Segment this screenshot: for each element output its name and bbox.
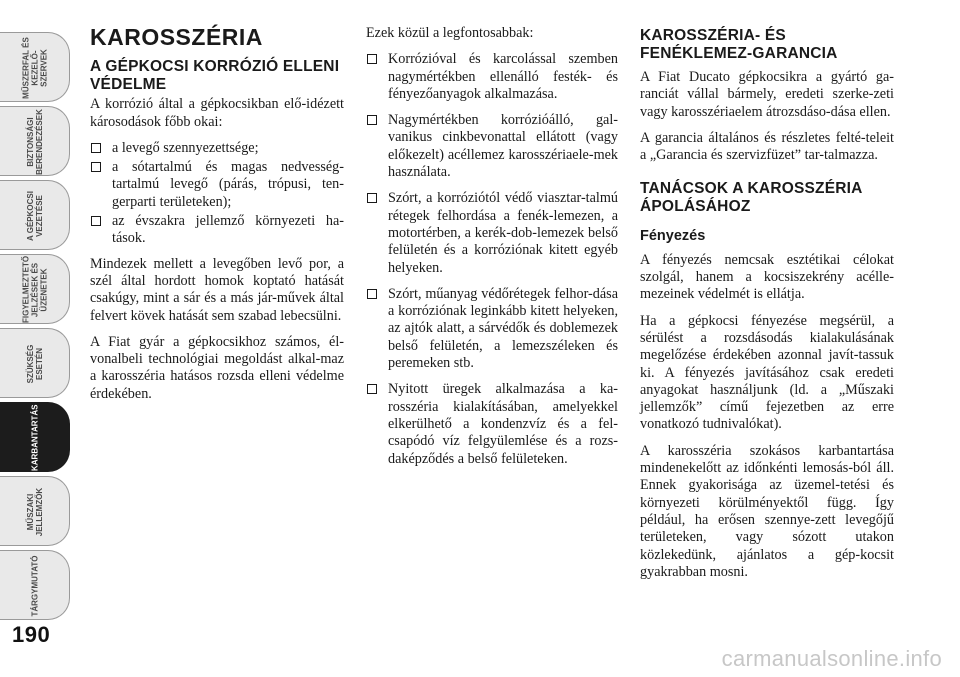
tab-label: KARBANTARTÁS (30, 404, 40, 471)
column-3 (640, 25, 894, 590)
bullet-list (366, 51, 618, 468)
paragraph: Ezek közül a legfontosabbak: (366, 25, 534, 41)
subsection-heading-paint: Fényezés (640, 228, 706, 245)
checkbox-bullet-icon (367, 115, 377, 125)
bullet-list (90, 140, 344, 248)
list-item: Nagymértékben korrózióálló, gal-vanikus cinkbevonattal ellátott (vagy előkezelt) acéllemez karosszériaele-mek használata. (366, 112, 618, 181)
paragraph: A Fiat Ducato gépkocsikra a gyártó ga-ranciát vállal bármely, eredeti szerke-zeti vagy karosszériaelem átrozsdáso-dása ellen. (640, 69, 894, 120)
paragraph: A garancia általános és részletes felté-teleit a „Garancia és szervizfüzet” tar-talmazza. (640, 129, 894, 164)
tab-label: MŰSZAKI JELLEMZŐK (26, 487, 44, 537)
paragraph: A fényezés nemcsak esztétikai célokat szolgál, hanem a kocsiszekrény acélle-mezeinek védelmét is ellátja. (640, 251, 894, 303)
column-1 (90, 25, 344, 412)
list-item: Korrózióval és karcolással szemben nagymértékben ellenálló festék- és fényezőanyagok alkalmazása. (366, 51, 618, 103)
column-2 (366, 25, 618, 477)
tab-biztonsagi[interactable] (0, 106, 70, 176)
watermark: carmanualsonline.info (721, 646, 942, 671)
tab-label: MŰSZERFAL ÉS KEZELŐ-SZERVEK (21, 37, 49, 99)
list-item: Nyitott üregek alkalmazása a ka-rosszéria kialakításában, amelyekkel elkerülhető a kondenzvíz és a fel-csapódó víz felgyülemlése és a rozs-daképződés a belső felületeken. (366, 381, 618, 467)
list-item: az évszakra jellemző környezeti ha-tások. (90, 213, 344, 248)
tab-label: TÁRGYMUTATÓ (30, 555, 40, 617)
checkbox-bullet-icon (367, 193, 377, 203)
tab-targymutato[interactable] (0, 550, 70, 620)
tab-vezetese[interactable] (0, 180, 70, 250)
list-item: Szórt, műanyag védőrétegek felhor-dása a korróziónak leginkább kitett helyeken, az ajtók alatt, a sárvédők és doblemezek belső felületén, a lemezszéleken és peremeken stb. (366, 286, 618, 372)
page-title: KAROSSZÉRIA (90, 24, 263, 50)
checkbox-bullet-icon (367, 384, 377, 394)
tab-label: BIZTONSÁGI BERENDEZÉSEK (26, 109, 44, 175)
checkbox-bullet-icon (91, 216, 101, 226)
checkbox-bullet-icon (367, 54, 377, 64)
tab-figyelmezteto[interactable] (0, 254, 70, 324)
section-heading-warranty: KAROSSZÉRIA- ÉS FENÉKLEMEZ-GARANCIA (640, 27, 838, 62)
checkbox-bullet-icon (367, 289, 377, 299)
tab-muszaki[interactable] (0, 476, 70, 546)
tab-label: A GÉPKOCSI VEZETÉSE (26, 191, 44, 241)
paragraph: Ha a gépkocsi fényezése megsérül, a sérülést a rozsdásodás kialakulásának megelőzése érdekében azonnal javít-tassuk ki. A fényezés javításához csak eredeti anyagokat használjunk (ld. a „Műszaki jellemzők” című fejezetben az erre vonatkozó tudnivalókat). (640, 312, 894, 433)
tab-szukseg[interactable] (0, 328, 70, 398)
list-item: a sótartalmú és magas nedvesség-tartalmú levegő (párás, trópusi, ten-gerparti területeken); (90, 159, 344, 211)
checkbox-bullet-icon (91, 143, 101, 153)
section-heading-care-tips: TANÁCSOK A KAROSSZÉRIA ÁPOLÁSÁHOZ (640, 180, 862, 216)
tab-karbantartas[interactable] (0, 402, 70, 472)
paragraph: A korrózió által a gépkocsikban elő-idézett károsodások főbb okai: (90, 96, 344, 130)
tab-muszerfal[interactable] (0, 32, 70, 102)
page-number: 190 (12, 622, 51, 647)
list-item: a levegő szennyezettsége; (90, 140, 344, 157)
section-heading-corrosion: A GÉPKOCSI KORRÓZIÓ ELLENI VÉDELME (90, 58, 340, 94)
paragraph: A Fiat gyár a gépkocsikhoz számos, él-vonalbeli technológiai megoldást alkal-maz a karosszéria hatásos rozsda elleni védelme érdekében. (90, 333, 344, 402)
list-item: Szórt, a korróziótól védő viasztar-talmú rétegek felhordása a fenék-lemezen, a motortérben, a kerék-dob-lemezek belső felületén és a korróziónak kitett egyéb helyeken. (366, 190, 618, 276)
paragraph: Mindezek mellett a levegőben levő por, a szél által hordott homok koptató hatását csakúgy, mint a sár és a más jár-művek által felvert kövek hatását sem szabad lebecsülni. (90, 255, 344, 324)
tab-label: FIGYELMEZTETŐ JELZÉSEK ÉS ÜZENETEK (21, 255, 49, 323)
paragraph: A karosszéria szokásos karbantartása mindenekelőtt az időnkénti lemosás-ból áll. Ennek gyakorisága az üzemel-tetési és környezeti körülményektől függ. Így például, ha erősen szennye-zett levegőjű területeken, vagy sózott utakon közlekedünk, ajánlatos a gép-kocsit gyakrabban mosni. (640, 442, 894, 580)
tab-label: SZÜKSÉG ESETÉN (26, 344, 44, 384)
checkbox-bullet-icon (91, 162, 101, 172)
